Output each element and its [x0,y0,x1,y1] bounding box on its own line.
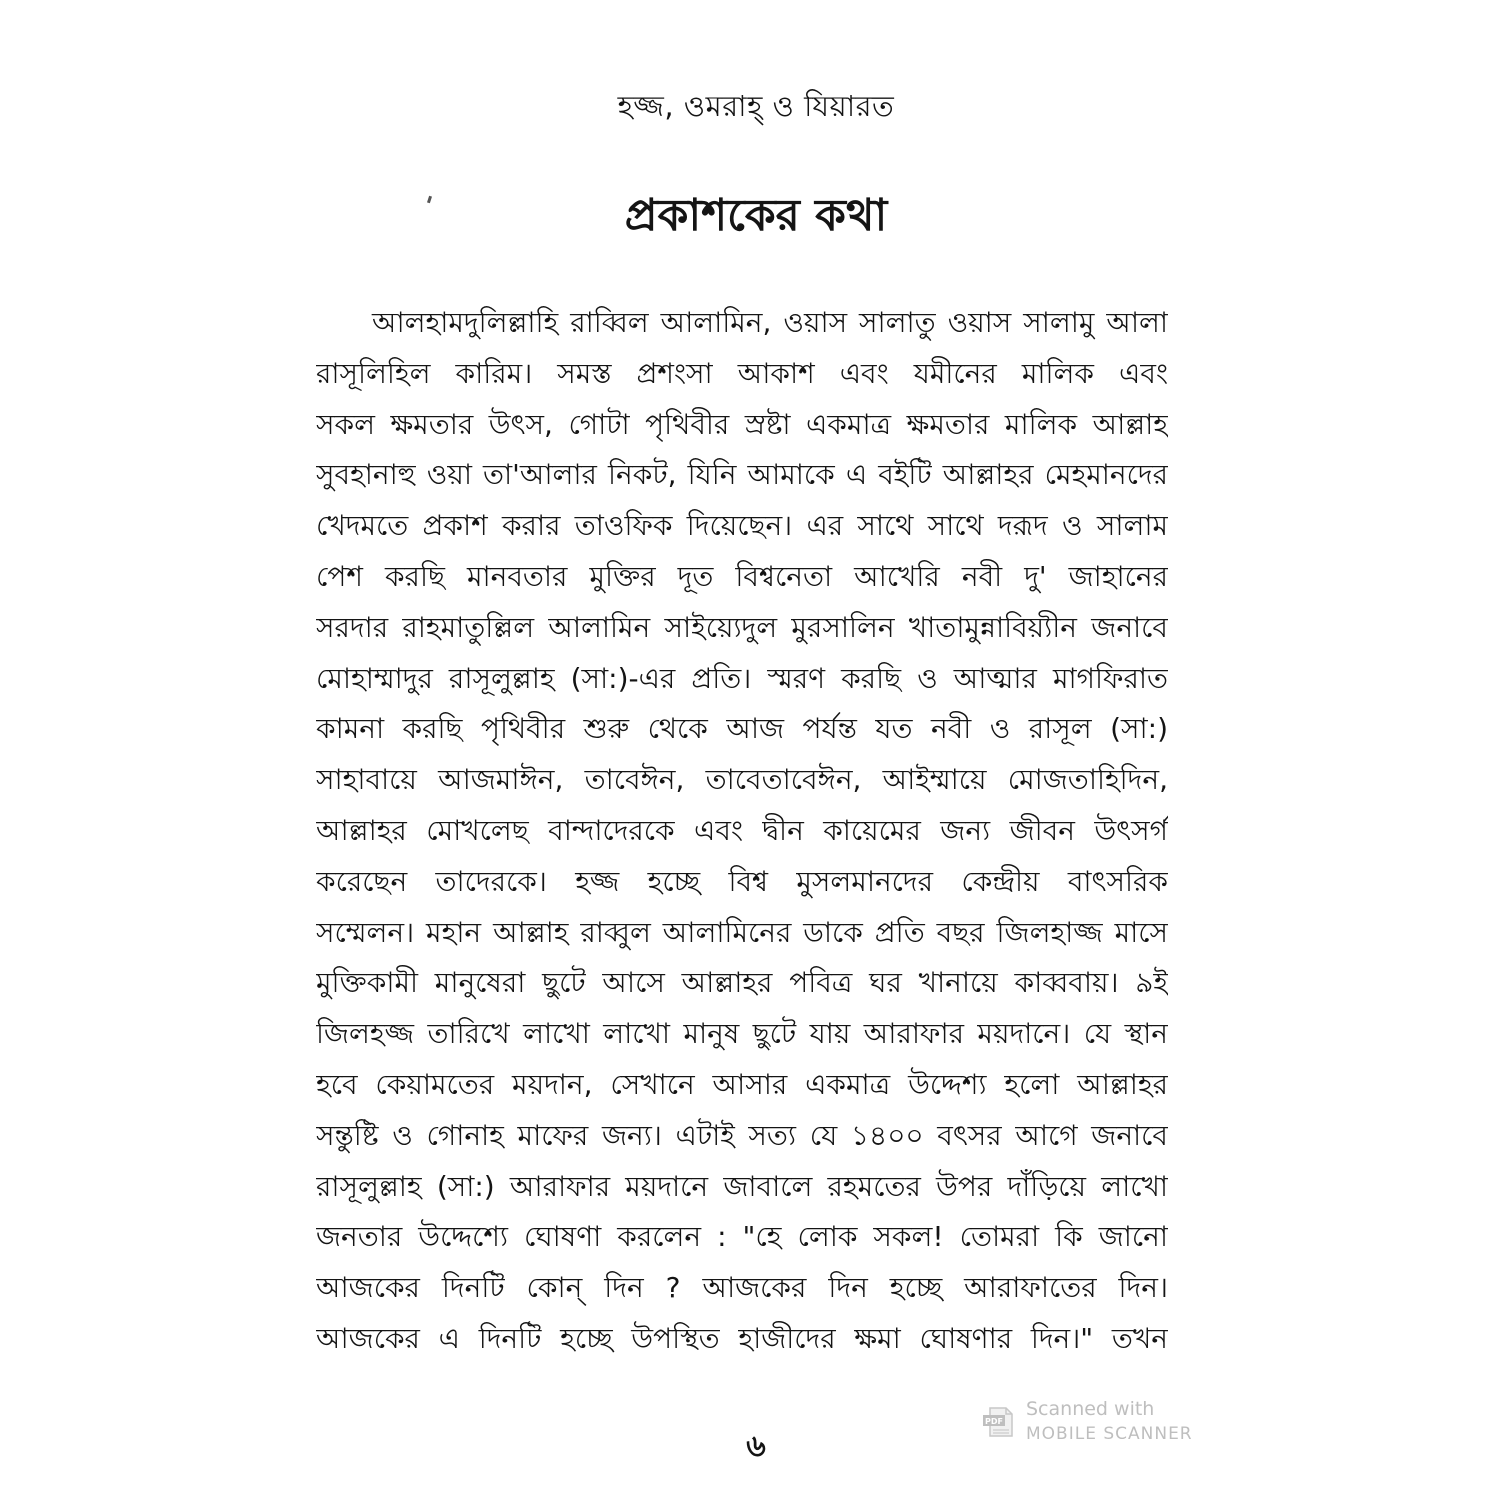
text-line: জিলহজ্জ তারিখে লাখো লাখো মানুষ ছুটে যায় আরাফার ময়দানে। যে স্থান [316,1017,1168,1051]
text-line: আজকের এ দিনটি হচ্ছে উপস্থিত হাজীদের ক্ষমা ঘোষণার দিন।" তখন [316,1321,1168,1355]
text-line: মোহাম্মাদুর রাসূলুল্লাহ (সা:)-এর প্রতি। স্মরণ করছি ও আত্মার মাগফিরাত [316,661,1168,695]
page-number: ৬ [746,1429,766,1464]
watermark-line1: Scanned with [1026,1398,1155,1420]
text-line: সকল ক্ষমতার উৎস, গোটা পৃথিবীর স্রষ্টা একমাত্র ক্ষমতার মালিক আল্লাহ [316,407,1168,441]
text-line: মুক্তিকামী মানুষেরা ছুটে আসে আল্লাহর পবিত্র ঘর খানায়ে কাব্ববায়। ৯ই [316,966,1168,1000]
text-line: সাহাবায়ে আজমাঈন, তাবেঈন, তাবেতাবেঈন, আইম্মায়ে মোজতাহিদিন, [316,763,1168,797]
running-header: হজ্জ, ওমরাহ্ ও যিয়ারত [617,89,895,123]
text-line: করেছেন তাদেরকে। হজ্জ হচ্ছে বিশ্ব মুসলমানদের কেন্দ্রীয় বাৎসরিক [316,864,1168,898]
text-line: আজকের দিনটি কোন্ দিন ? আজকের দিন হচ্ছে আরাফাতের দিন। [316,1271,1168,1305]
text-line: সম্মেলন। মহান আল্লাহ রাব্বুল আলামিনের ডাকে প্রতি বছর জিলহাজ্জ মাসে [316,915,1168,949]
text-line: পেশ করছি মানবতার মুক্তির দূত বিশ্বনেতা আখেরি নবী দু' জাহানের [316,559,1168,593]
text-line: খেদমতে প্রকাশ করার তাওফিক দিয়েছেন। এর সাথে সাথে দরূদ ও সালাম [316,509,1168,543]
text-line: কামনা করছি পৃথিবীর শুরু থেকে আজ পর্যন্ত যত নবী ও রাসূল (সা:) [316,712,1168,746]
text-line: সুবহানাহু ওয়া তা'আলার নিকট, যিনি আমাকে এ বইটি আল্লাহর মেহমানদের [316,458,1168,492]
text-line: রাসূলুল্লাহ (সা:) আরাফার ময়দানে জাবালে রহমতের উপর দাঁড়িয়ে লাখো [316,1169,1168,1203]
page-title: প্রকাশকের কথা [624,190,888,241]
watermark-line2: MOBILE SCANNER [1026,1424,1193,1444]
text-line: রাসূলিহিল কারিম। সমস্ত প্রশংসা আকাশ এবং যমীনের মালিক এবং [316,356,1168,390]
text-line: হবে কেয়ামতের ময়দান, সেখানে আসার একমাত্র উদ্দেশ্য হলো আল্লাহর [316,1067,1168,1101]
text-line: আল্লাহর মোখলেছ বান্দাদেরকে এবং দ্বীন কায়েমের জন্য জীবন উৎসর্গ [316,813,1168,847]
body-text [316,298,1168,1365]
text-line: আলহামদুলিল্লাহি রাব্বিল আলামিন, ওয়াস সালাতু ওয়াস সালামু আলা [372,306,1168,339]
pdf-icon-label: PDF [985,1417,1003,1426]
text-line: সন্তুষ্টি ও গোনাহ মাফের জন্য। এটাই সত্য যে ১৪০০ বৎসর আগে জনাবে [316,1118,1168,1152]
text-line: জনতার উদ্দেশ্যে ঘোষণা করলেন : "হে লোক সকল! তোমরা কি জানো [316,1220,1168,1254]
text-line: সরদার রাহমাতুল্লিল আলামিন সাইয়্যেদুল মুরসালিন খাতামুন্নাবিয়্যীন জনাবে [316,610,1168,644]
